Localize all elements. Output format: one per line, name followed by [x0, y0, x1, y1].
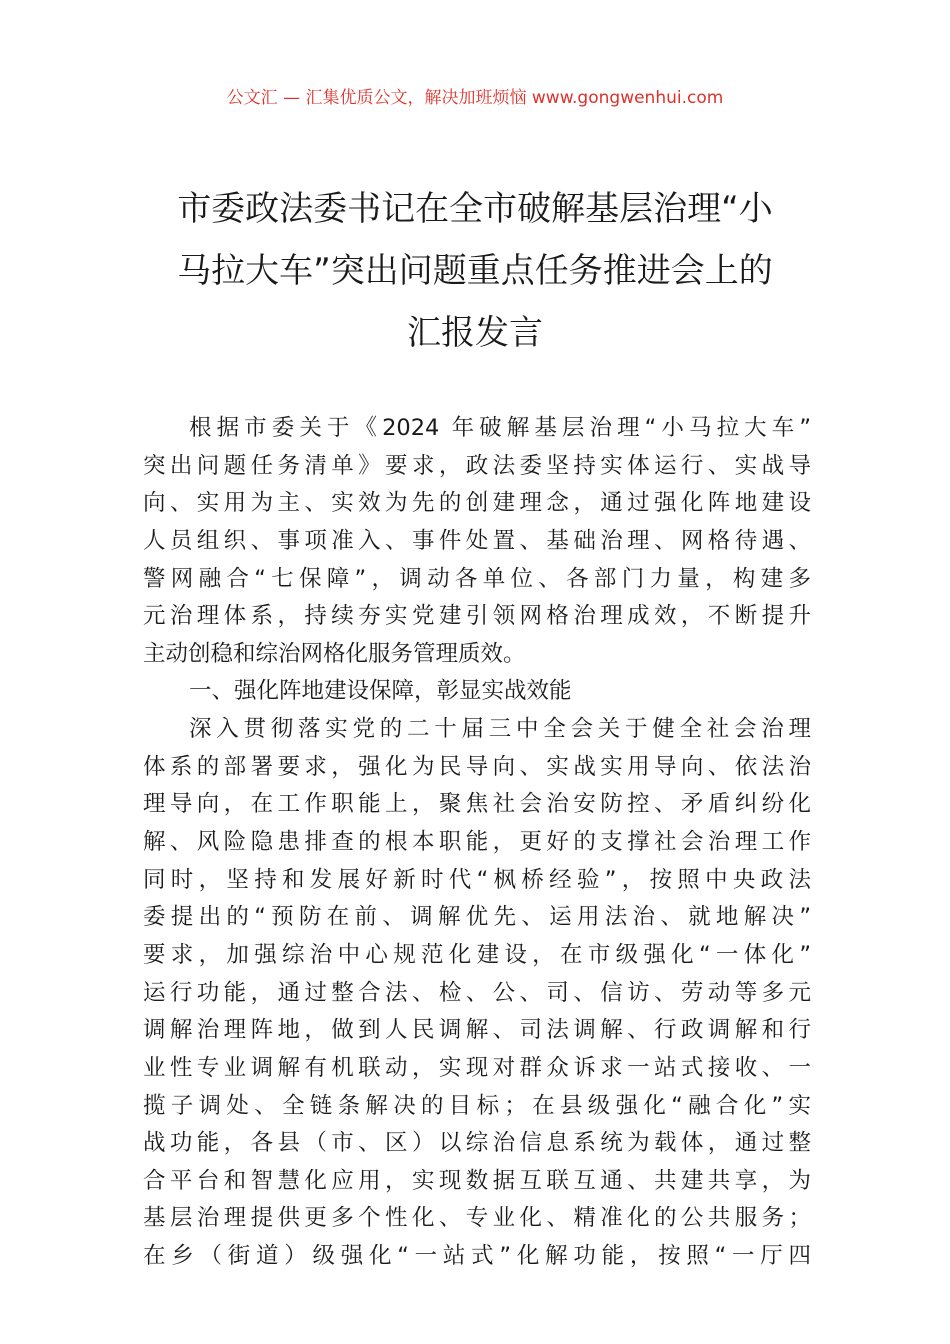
watermark-header[interactable]: 公文汇 — 汇集优质公文，解决加班烦恼 www.gongwenhui.com — [226, 88, 724, 108]
body-line: 调解治理阵地，做到人民调解、司法调解、行政调解和行 — [143, 1017, 811, 1044]
document-title — [130, 178, 820, 364]
body-line: 人员组织、事项准入、事件处置、基础治理、网格待遇、 — [143, 527, 811, 554]
body-line: 战功能，各县（市、区）以综治信息系统为载体，通过整 — [143, 1130, 811, 1157]
body-line: 突出问题任务清单》要求，政法委坚持实体运行、实战导 — [143, 452, 811, 479]
body-line: 要求，加强综治中心规范化建设，在市级强化“一体化” — [143, 941, 811, 968]
body-line: 根据市委关于《2024 年破解基层治理“小马拉大车” — [189, 415, 811, 441]
body-line: 基层治理提供更多个性化、专业化、精准化的公共服务； — [143, 1205, 811, 1232]
body-line: 体系的部署要求，强化为民导向、实战实用导向、依法治 — [143, 753, 811, 780]
body-line: 警网融合“七保障”，调动各单位、各部门力量，构建多 — [143, 565, 811, 592]
body-line: 解、风险隐患排查的根本职能，更好的支撑社会治理工作 — [143, 829, 811, 856]
body-line: 合平台和智慧化应用，实现数据互联互通、共建共享，为 — [143, 1167, 811, 1194]
body-line: 理导向，在工作职能上，聚焦社会治安防控、矛盾纠纷化 — [143, 791, 811, 818]
title-line: 马拉大车”突出问题重点任务推进会上的 — [177, 251, 773, 291]
title-line: 汇报发言 — [407, 313, 543, 353]
body-line: 深入贯彻落实党的二十届三中全会关于健全社会治理 — [189, 716, 811, 743]
body-line: 同时，坚持和发展好新时代“枫桥经验”，按照中央政法 — [143, 866, 811, 893]
document-body — [143, 410, 811, 1276]
body-line: 元治理体系，持续夯实党建引领网格治理成效，不断提升 — [143, 603, 811, 630]
body-line: 在乡（街道）级强化“一站式”化解功能，按照“一厅四 — [143, 1243, 811, 1270]
section-heading: 一、强化阵地建设保障，彰显实战效能 — [189, 678, 572, 705]
body-line: 运行功能，通过整合法、检、公、司、信访、劳动等多元 — [143, 979, 811, 1006]
body-line: 主动创稳和综治网格化服务管理质效。 — [143, 640, 526, 667]
title-line: 市委政法委书记在全市破解基层治理“小 — [177, 189, 773, 229]
body-line: 揽子调处、全链条解决的目标；在县级强化“融合化”实 — [143, 1092, 811, 1119]
body-line: 业性专业调解有机联动，实现对群众诉求一站式接收、一 — [143, 1054, 811, 1081]
body-line: 委提出的“预防在前、调解优先、运用法治、就地解决” — [143, 904, 811, 931]
body-line: 向、实用为主、实效为先的创建理念，通过强化阵地建设 — [143, 490, 811, 517]
